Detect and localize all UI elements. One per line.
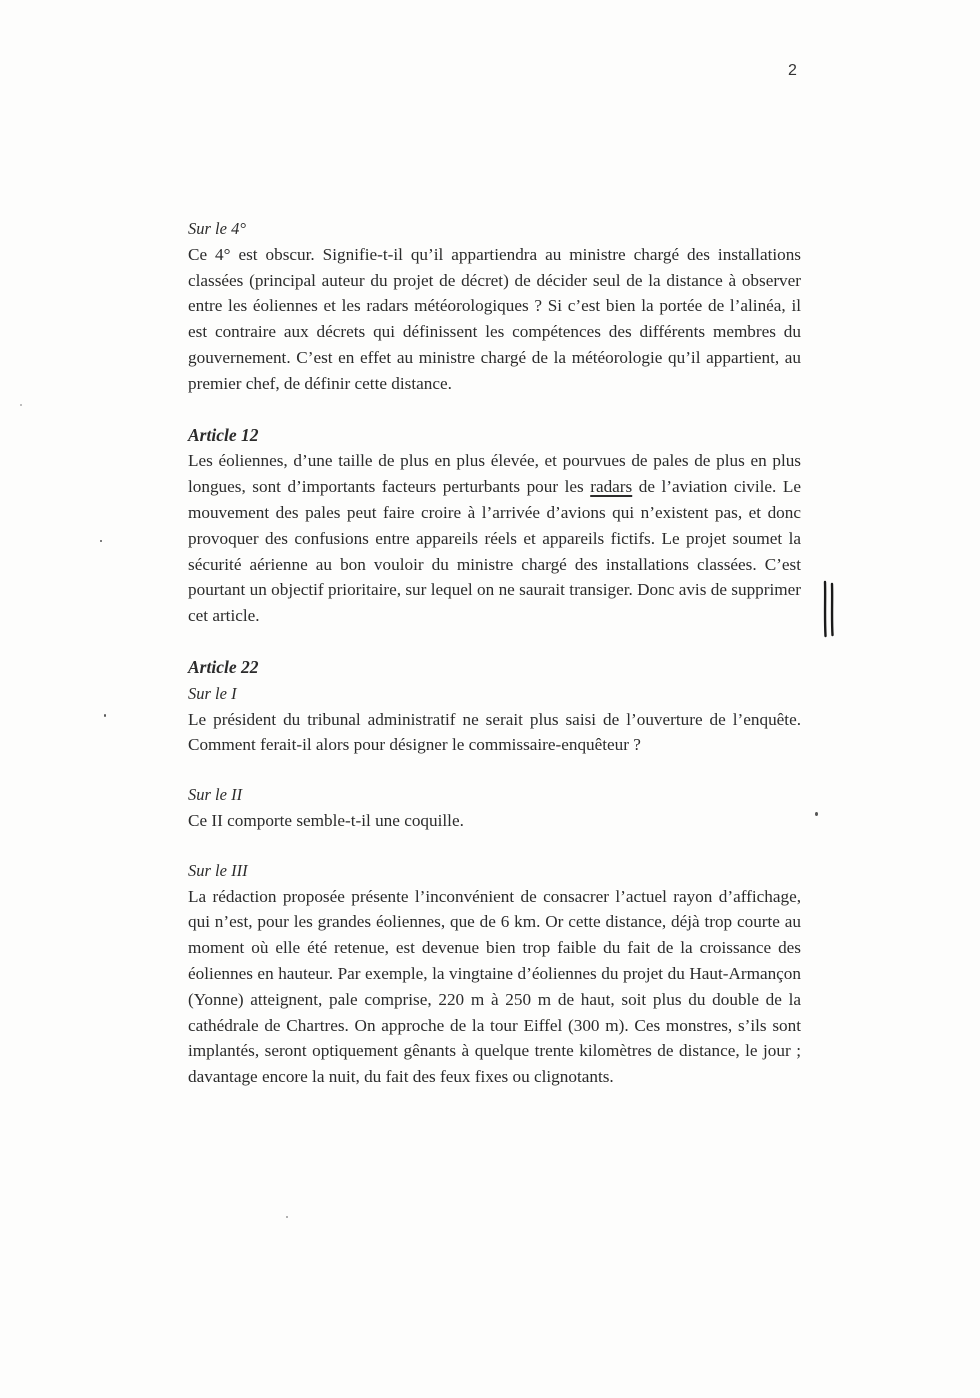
- article-12-text-part2: de l’aviation civile. Le mouvement des pales peut faire croire à l’arrivée d’avions qui n’existent pas, et donc provoquer des confusions entre appareils réels et appareils fictifs. Le projet soumet la sécurité aérienne au bon vouloir du ministre chargé des installations classées. C’est pourtant un objectif prioritaire, sur lequel on ne saurait transiger. Donc avis de supprimer cet article.: [188, 477, 801, 626]
- scan-speck: [100, 540, 102, 542]
- article-12-title: Article 12: [188, 424, 259, 445]
- scan-speck: [104, 714, 106, 717]
- paragraph-article-12: [188, 448, 801, 629]
- section-heading-sur-le-I: Sur le I: [188, 683, 237, 703]
- paragraph-sur-le-II: Ce II comporte semble-t-il une coquille.: [188, 810, 464, 830]
- article-12-text-part1: Les éoliennes, d’une taille de plus en plus élevée, et pourvues de pales de plus en plus longues, sont d’importants facteurs perturbants pour les: [188, 451, 801, 497]
- underlined-word-radars: radars: [590, 477, 633, 497]
- page-number: 2: [788, 62, 797, 79]
- handwritten-margin-mark-icon: [822, 580, 836, 638]
- scan-speck: [286, 1216, 288, 1218]
- section-heading-sur-le-III: Sur le III: [188, 860, 248, 880]
- paragraph-sur-le-4: Ce 4° est obscur. Signifie-t-il qu’il appartiendra au ministre chargé des installations classées (principal auteur du projet de décret) de décider seul de la distance à observer entre les éoliennes et les radars météorologiques ? Si c’est bien la portée de l’alinéa, il est contraire aux décrets qui définissent les compétences des différents membres du gouvernement. C’est en effet au ministre chargé de la météorologie qu’il appartient, au premier chef, de définir cette distance.: [188, 244, 801, 393]
- scan-speck: [815, 812, 818, 816]
- paragraph-sur-le-I: Le président du tribunal administratif ne serait plus saisi de l’ouverture de l’enquête. Comment ferait-il alors pour désigner le commissaire-enquêteur ?: [188, 709, 801, 755]
- spacer: [188, 397, 801, 423]
- article-22-title: Article 22: [188, 656, 259, 677]
- document-body: [188, 216, 801, 1090]
- paragraph-sur-le-III: La rédaction proposée présente l’inconvénient de consacrer l’actuel rayon d’affichage, qui n’est, pour les grandes éoliennes, que de 6 km. Or cette distance, déjà trop courte au moment où elle été retenue, est devenue bien trop faible du fait de la croissance des éoliennes en hauteur. Par exemple, la vingtaine d’éoliennes du projet du Haut-Armançon (Yonne) atteignent, pale comprise, 220 m à 250 m de haut, soit plus du double de la cathédrale de Chartres. On approche de la tour Eiffel (300 m). Ces monstres, s’ils sont implantés, seront optiquement gênants à quelque trente kilomètres de distance, le jour ; davantage encore la nuit, du fait des feux fixes ou clignotants.: [188, 886, 801, 1087]
- spacer: [188, 834, 801, 858]
- spacer: [188, 629, 801, 655]
- spacer: [188, 758, 801, 782]
- section-heading-sur-le-II: Sur le II: [188, 785, 243, 805]
- scan-speck: [20, 404, 22, 406]
- section-heading-sur-le-4: Sur le 4°: [188, 219, 246, 238]
